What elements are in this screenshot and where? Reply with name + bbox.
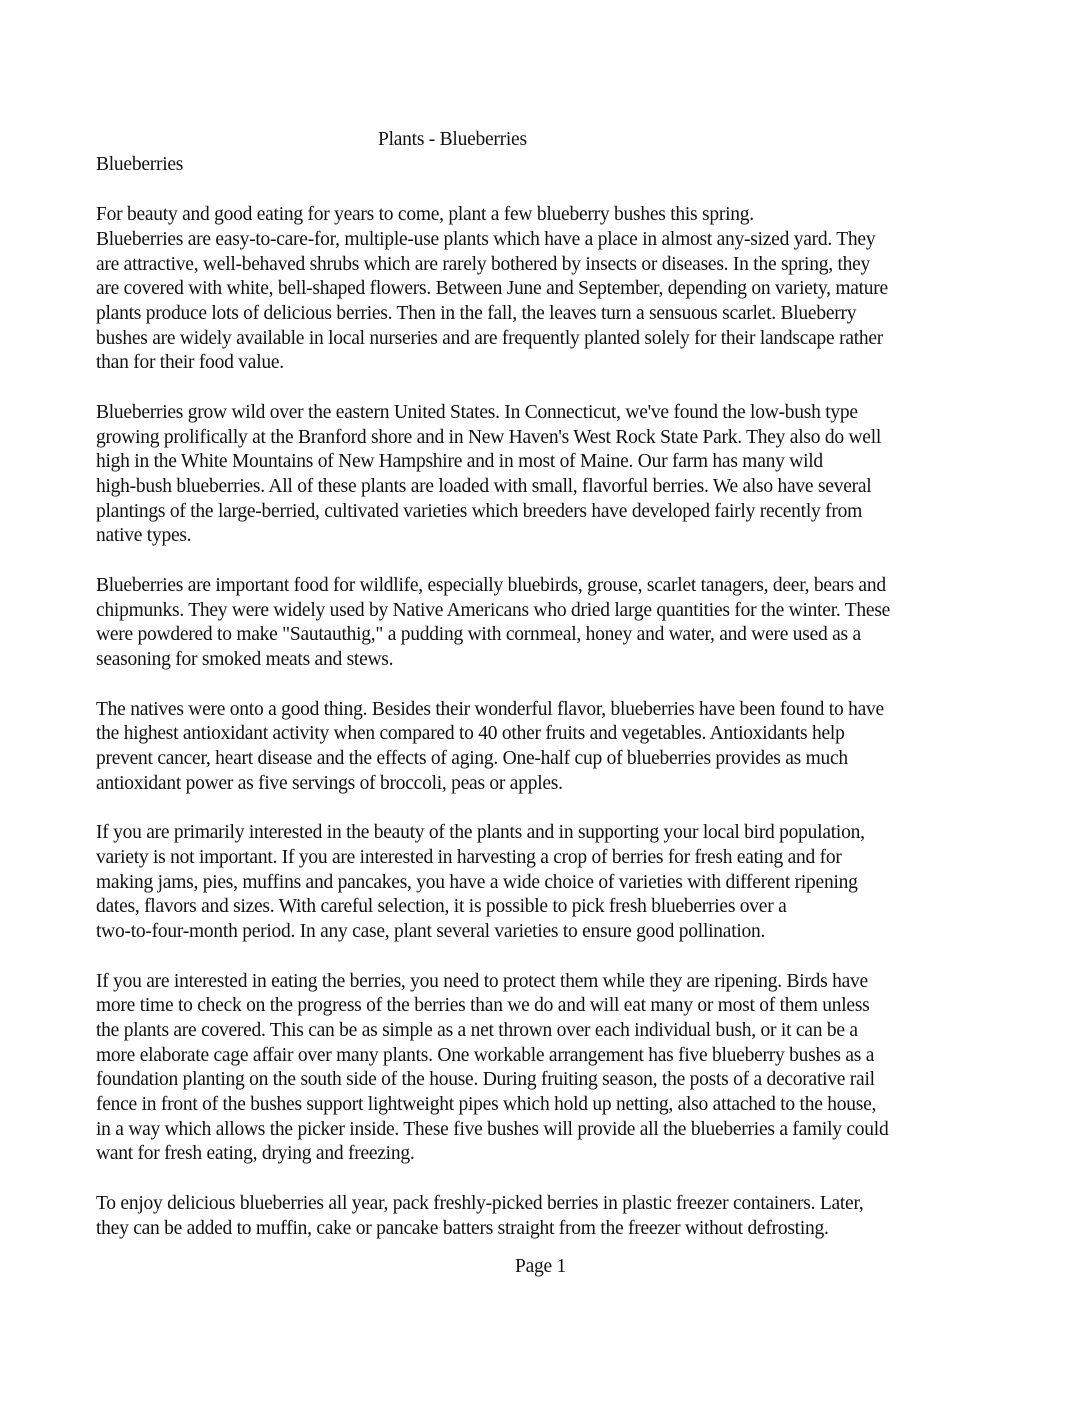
paragraph-line: The natives were onto a good thing. Besides their wonderful flavor, blueberries have been found to have	[96, 699, 884, 720]
paragraph-line: are attractive, well-behaved shrubs which are rarely bothered by insects or diseases. In the spring, they	[96, 254, 871, 275]
paragraph-line: want for fresh eating, drying and freezing.	[96, 1143, 415, 1164]
paragraph-line: growing prolifically at the Branford shore and in New Haven's West Rock State Park. They also do well	[96, 427, 882, 448]
paragraph-line: bushes are widely available in local nurseries and are frequently planted solely for their landscape rather	[96, 328, 884, 349]
paragraph-line: antioxidant power as five servings of broccoli, peas or apples.	[96, 773, 563, 794]
paragraph-line: Blueberries are important food for wildlife, especially bluebirds, grouse, scarlet tanagers, deer, bears and	[96, 575, 886, 596]
page-number: Page 1	[515, 1256, 567, 1277]
document-header-title: Plants - Blueberries	[378, 129, 527, 150]
paragraph-line: more time to check on the progress of the berries than we do and will eat many or most of them unless	[96, 995, 870, 1016]
paragraph-line: high in the White Mountains of New Hampshire and in most of Maine. Our farm has many wild	[96, 451, 823, 472]
paragraph-line: seasoning for smoked meats and stews.	[96, 649, 394, 670]
paragraph-line: If you are interested in eating the berries, you need to protect them while they are ripening. Birds have	[96, 971, 868, 992]
paragraph-line: than for their food value.	[96, 352, 284, 373]
paragraph-line: are covered with white, bell-shaped flowers. Between June and September, depending on variety, mature	[96, 278, 888, 299]
paragraph-line: native types.	[96, 525, 192, 546]
paragraph-line: foundation planting on the south side of the house. During fruiting season, the posts of a decorative rail	[96, 1069, 875, 1090]
paragraph-line: they can be added to muffin, cake or pancake batters straight from the freezer without defrosting.	[96, 1218, 829, 1239]
paragraph-line: For beauty and good eating for years to come, plant a few blueberry bushes this spring.	[96, 204, 754, 225]
paragraph-line: the highest antioxidant activity when compared to 40 other fruits and vegetables. Antioxidants help	[96, 723, 845, 744]
paragraph-line: the plants are covered. This can be as simple as a net thrown over each individual bush, or it can be a	[96, 1020, 858, 1041]
paragraph-line: fence in front of the bushes support lightweight pipes which hold up netting, also attached to the house,	[96, 1094, 877, 1115]
paragraph-line: If you are primarily interested in the beauty of the plants and in supporting your local bird population,	[96, 822, 865, 843]
paragraph-line: in a way which allows the picker inside. These five bushes will provide all the blueberries a family could	[96, 1119, 889, 1140]
paragraph-line: plants produce lots of delicious berries. Then in the fall, the leaves turn a sensuous scarlet. Blueberry	[96, 303, 857, 324]
paragraph-line: making jams, pies, muffins and pancakes, you have a wide choice of varieties with different ripening	[96, 872, 858, 893]
paragraph-line: Blueberries are easy-to-care-for, multiple-use plants which have a place in almost any-sized yard. They	[96, 229, 876, 250]
paragraph-line: prevent cancer, heart disease and the effects of aging. One-half cup of blueberries provides as much	[96, 748, 848, 769]
paragraph-line: To enjoy delicious blueberries all year, pack freshly-picked berries in plastic freezer containers. Later,	[96, 1193, 864, 1214]
paragraph-line: chipmunks. They were widely used by Native Americans who dried large quantities for the winter. These	[96, 600, 891, 621]
paragraph-line: two-to-four-month period. In any case, plant several varieties to ensure good pollination.	[96, 921, 766, 942]
paragraph-line: high-bush blueberries. All of these plants are loaded with small, flavorful berries. We also have several	[96, 476, 872, 497]
section-title: Blueberries	[96, 154, 184, 175]
paragraph-line: more elaborate cage affair over many plants. One workable arrangement has five blueberry bushes as a	[96, 1045, 875, 1066]
paragraph-line: plantings of the large-berried, cultivated varieties which breeders have developed fairly recently from	[96, 501, 863, 522]
paragraph-line: Blueberries grow wild over the eastern United States. In Connecticut, we've found the low-bush type	[96, 402, 858, 423]
paragraph-line: variety is not important. If you are interested in harvesting a crop of berries for fresh eating and for	[96, 847, 842, 868]
paragraph-line: dates, flavors and sizes. With careful selection, it is possible to pick fresh blueberries over a	[96, 896, 787, 917]
paragraph-line: were powdered to make "Sautauthig," a pudding with cornmeal, honey and water, and were used as a	[96, 624, 861, 645]
